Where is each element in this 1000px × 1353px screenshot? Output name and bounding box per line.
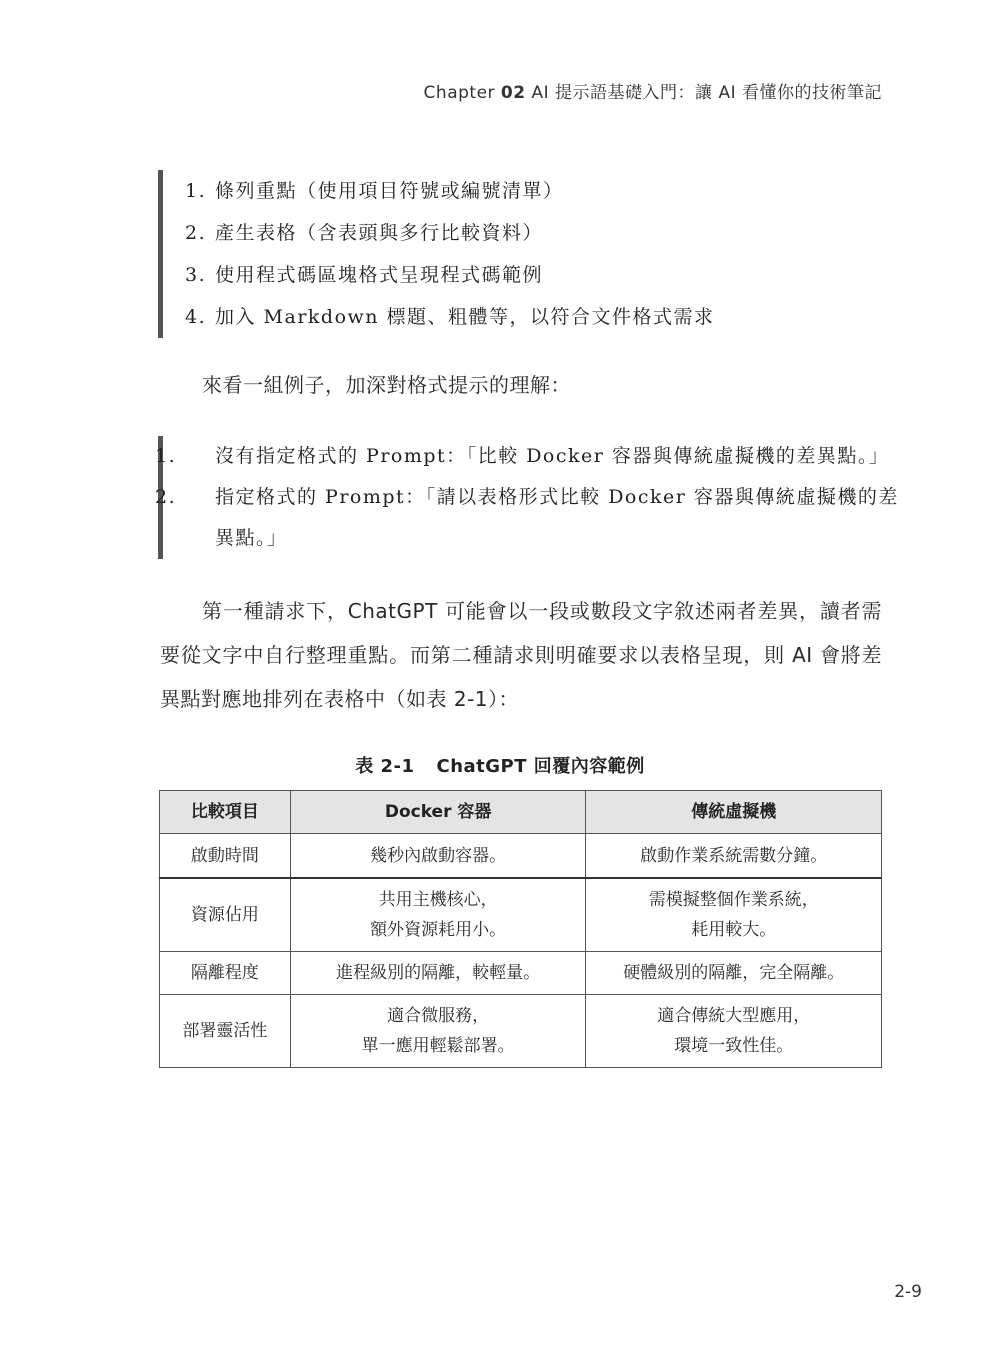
table-row	[160, 995, 882, 1068]
table-cell: 適合微服務， 單一應用輕鬆部署。	[290, 995, 586, 1068]
table-header-row	[160, 791, 882, 834]
page-number: 2-9	[894, 1282, 922, 1302]
column-header: 比較項目	[160, 791, 291, 834]
table-cell: 硬體級別的隔離，完全隔離。	[586, 952, 882, 995]
column-header: Docker 容器	[290, 791, 586, 834]
chapter-number: 02	[500, 83, 526, 103]
chapter-title: AI 提示語基礎入門：讓 AI 看懂你的技術筆記	[531, 83, 882, 103]
table-row	[160, 952, 882, 995]
list-item: 1. 沒有指定格式的 Prompt：「比較 Docker 容器與傳統虛擬機的差異點。」	[155, 445, 890, 467]
table-cell: 隔離程度	[160, 952, 291, 995]
table-cell: 部署靈活性	[160, 995, 291, 1068]
list-item: 4. 加入 Markdown 標題、粗體等，以符合文件格式需求	[185, 306, 715, 328]
comparison-table	[159, 790, 882, 1068]
table-caption-title: ChatGPT 回覆內容範例	[436, 756, 645, 777]
table-cell: 進程級別的隔離，較輕量。	[290, 952, 586, 995]
chapter-label: Chapter	[423, 83, 496, 103]
table-cell: 啟動作業系統需數分鐘。	[586, 834, 882, 879]
table-caption	[0, 752, 1000, 778]
table-caption-label: 表 2-1	[355, 756, 415, 777]
list-item: 2. 產生表格（含表頭與多行比較資料）	[185, 222, 544, 244]
column-header: 傳統虛擬機	[586, 791, 882, 834]
prompt-list	[155, 436, 905, 559]
list-item: 3. 使用程式碼區塊格式呈現程式碼範例	[185, 264, 544, 286]
table-cell: 啟動時間	[160, 834, 291, 879]
table-cell: 需模擬整個作業系統， 耗用較大。	[586, 878, 882, 952]
intro-paragraph: 來看一組例子，加深對格式提示的理解：	[202, 373, 571, 397]
list-item: 1. 條列重點（使用項目符號或編號清單）	[185, 180, 564, 202]
table-cell: 共用主機核心， 額外資源耗用小。	[290, 878, 586, 952]
table-cell: 適合傳統大型應用， 環境一致性佳。	[586, 995, 882, 1068]
format-list	[158, 170, 905, 338]
body-paragraph: 第一種請求下，ChatGPT 可能會以一段或數段文字敘述兩者差異，讀者需要從文字中自行整理重點。而第二種請求則明確要求以表格呈現，則 AI 會將差異點對應地排列在表格中（如表 2-1）：	[160, 599, 882, 711]
table-row	[160, 834, 882, 879]
running-header	[424, 78, 882, 103]
table-row	[160, 878, 882, 952]
table-cell: 幾秒內啟動容器。	[290, 834, 586, 879]
table-cell: 資源佔用	[160, 878, 291, 952]
list-item: 2. 指定格式的 Prompt：「請以表格形式比較 Docker 容器與傳統虛擬機的差異點。」	[155, 486, 899, 549]
